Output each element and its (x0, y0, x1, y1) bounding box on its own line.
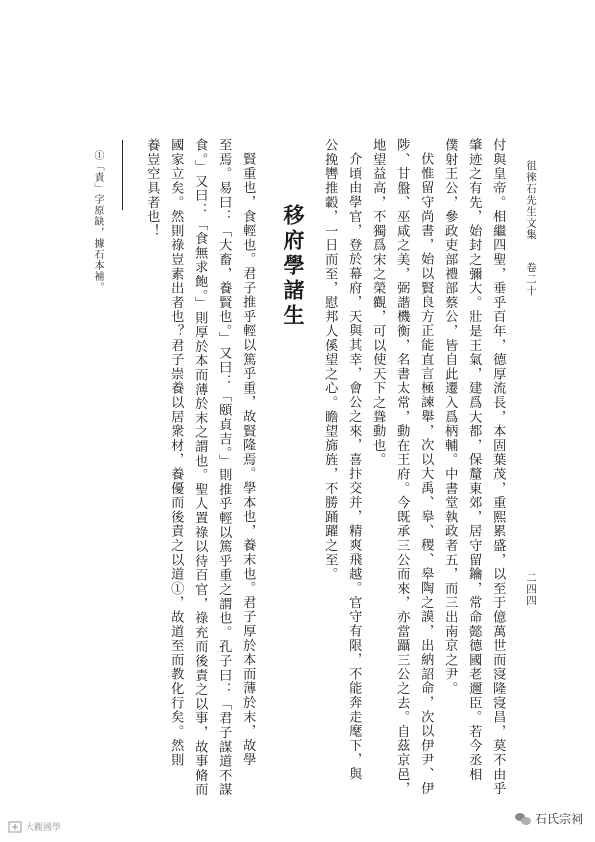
watermark-right (515, 810, 583, 827)
text-column: 食。」又曰：「食無求飽。」則厚於本而薄於末之謂也。聖人置祿以待百官，祿充而後責之以事，故事脩而 (192, 138, 208, 797)
text-column: 賢重也，食輕也。君子推乎輕以篤乎重，故賢隆焉。學本也，養末也。君子厚於本而薄於末，故學 (240, 152, 256, 767)
watermark-right-text: 石氏宗祠 (534, 812, 583, 826)
text-column: 至焉。易曰：「大畜，養賢也。」又曰：「頤貞吉。」則推乎輕以篤乎重之謂也。孔子曰：「君子謀道不謀 (216, 138, 232, 797)
text-column: 介頃由學官，登於幕府，天與其幸，會公之來，喜抃交并，精爽飛越。官守有限，不能奔走麾下，與 (346, 152, 362, 782)
text-column: 陟、甘盤、巫咸之美，弼諧機衡，名書太常，動在王府。今既承三公而來，亦當躡三公之去。自茲京邑， (394, 138, 410, 796)
text-column: 伏惟留守尚書，始以賢良方正能直言極諫舉，次以大禹、皋、稷、皋陶之謨，出納詔命，次以伊尹、伊 (418, 152, 434, 796)
text-column: 養豈空具者也！ (144, 138, 160, 239)
volume-label: 卷二十 (525, 262, 537, 297)
watermark-left-text: 大觀國學 (25, 823, 62, 833)
book-title: 徂徠石先生文集 (525, 160, 537, 241)
page-number: 二四四 (525, 572, 537, 607)
text-column: 公挽轡推轂，一日而至，慰邦人傒望之心。瞻望旆旌，不勝踊躍之至。 (322, 138, 338, 582)
seal-icon (8, 821, 22, 833)
text-column: 國家立矣。然則祿豈素出者也？君子崇養以居衆材，養優而後責之以道①，故道至而教化行矣。然則 (168, 138, 184, 768)
text-column: 付與皇帝。相繼四聖，垂乎百年，德厚流長，本固葉茂，重熙累盛，以至于億萬世而寖隆寖昌，莫不由乎 (490, 138, 506, 796)
text-column: 僕射王公，參政吏部禮部蔡公，皆自此遷入爲柄輔。中書堂執政者五，而三出南京之尹。 (442, 138, 458, 696)
footnote: ①「責」字原缺，據石本補。 (92, 150, 103, 293)
watermark-left (8, 820, 61, 833)
footnote-divider (122, 140, 123, 210)
section-title: 移府學諸生 (281, 204, 306, 329)
text-column: 肇迹之有先，始封之彌大。壯是王氣，建爲大都，保釐東郊，居守留鑰，常命懿德國老邇臣。若今丞相 (466, 138, 482, 782)
text-column: 地望益高，不獨爲宋之榮觀，可以使天下之聳動也。 (370, 138, 386, 467)
wechat-icon (515, 812, 531, 826)
